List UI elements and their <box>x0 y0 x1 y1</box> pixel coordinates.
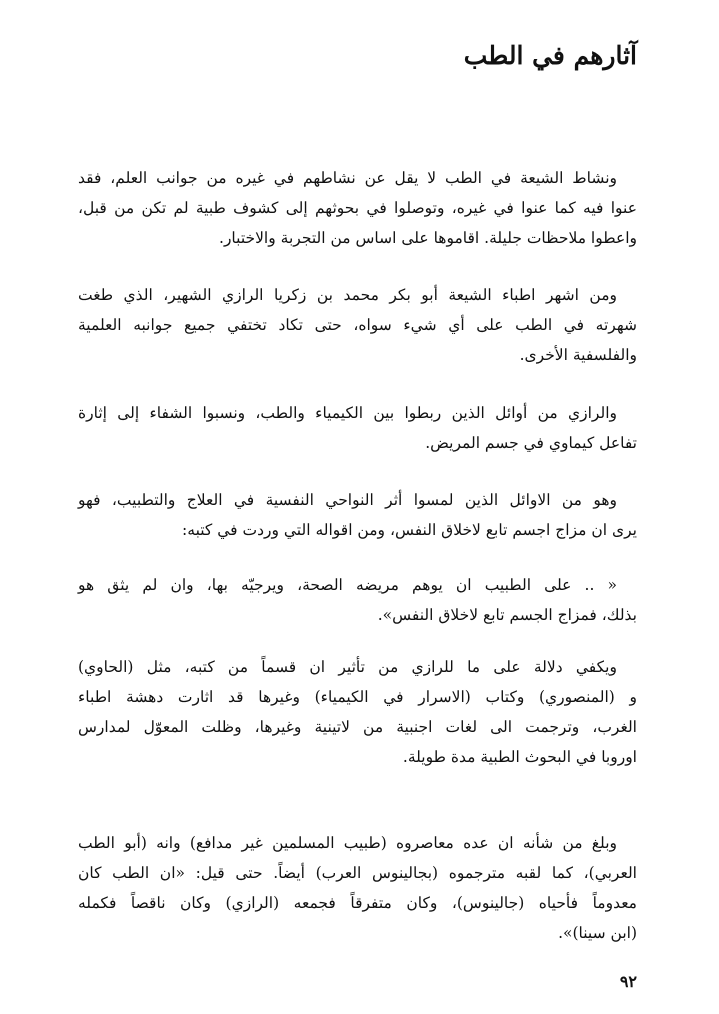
text-line: والرازي من أوائل الذين ربطوا بين الكيمياء والطب، ونسبوا الشفاء إلى إثارة <box>78 404 617 422</box>
paragraph <box>78 163 637 253</box>
text-line: عنوا فيه كما عنوا في غيره، وتوصلوا في بحوثهم إلى كشوف طبية لم تكن من قبل، <box>78 199 637 217</box>
text-line: والفلسفية الأخرى. <box>519 346 637 364</box>
text-line: يرى ان مزاج اجسم تابع لاخلاق النفس، ومن اقواله التي وردت في كتبه: <box>182 521 637 539</box>
text-line: وهو من الاوائل الذين لمسوا أثر النواحي النفسية في العلاج والتطبيب، فهو <box>78 491 617 509</box>
text-line: (ابن سينا)». <box>558 924 637 942</box>
text-line: ويكفي دلالة على ما للرازي من تأثير ان قسماً من كتبه، مثل (الحاوي) <box>78 658 617 676</box>
quote-paragraph <box>78 570 637 630</box>
text-line: شهرته في الطب على أي شيء سواه، حتى تكاد تختفي جميع جوانبه العلمية <box>78 316 637 334</box>
paragraph <box>78 828 637 948</box>
text-line: واعطوا ملاحظات جليلة. اقاموها على اساس من التجربة والاختبار. <box>219 229 637 247</box>
paragraph <box>78 280 637 370</box>
text-line: ومن اشهر اطباء الشيعة أبو بكر محمد بن زكريا الرازي الشهير، الذي طغت <box>78 286 617 304</box>
text-line: تفاعل كيماوي في جسم المريض. <box>425 434 637 452</box>
text-line: « .. على الطبيب ان يوهم مريضه الصحة، ويرجيّه بها، وان لم يثق هو <box>78 576 617 594</box>
text-line: و (المنصوري) وكتاب (الاسرار في الكيمياء) وغيرها قد اثارت دهشة اطباء <box>78 688 637 706</box>
page-number: ٩٢ <box>619 972 637 991</box>
text-line: اوروبا في البحوث الطبية مدة طويلة. <box>402 748 637 766</box>
text-line: بذلك، فمزاج الجسم تابع لاخلاق النفس». <box>377 606 637 624</box>
text-line: العربي)، كما لقبه مترجموه (بجالينوس العرب) أيضاً. حتى قيل: «ان الطب كان <box>78 864 637 882</box>
text-line: معدوماً فأحياه (جالينوس)، وكان متفرقاً فجمعه (الرازي) وكان ناقصاً فكمله <box>78 894 637 912</box>
text-line: وبلغ من شأنه ان عده معاصروه (طبيب المسلمين غير مدافع) وانه (أبو الطب <box>78 834 617 852</box>
text-line: الغرب، وترجمت الى لغات اجنبية من لاتينية وغيرها، وظلت المعوّل لمدارس <box>78 718 637 736</box>
page-title: آثارهم في الطب <box>463 41 637 70</box>
paragraph <box>78 485 637 545</box>
text-line: ونشاط الشيعة في الطب لا يقل عن نشاطهم في غيره من جوانب العلم، فقد <box>78 169 617 187</box>
paragraph <box>78 652 637 772</box>
paragraph <box>78 398 637 458</box>
